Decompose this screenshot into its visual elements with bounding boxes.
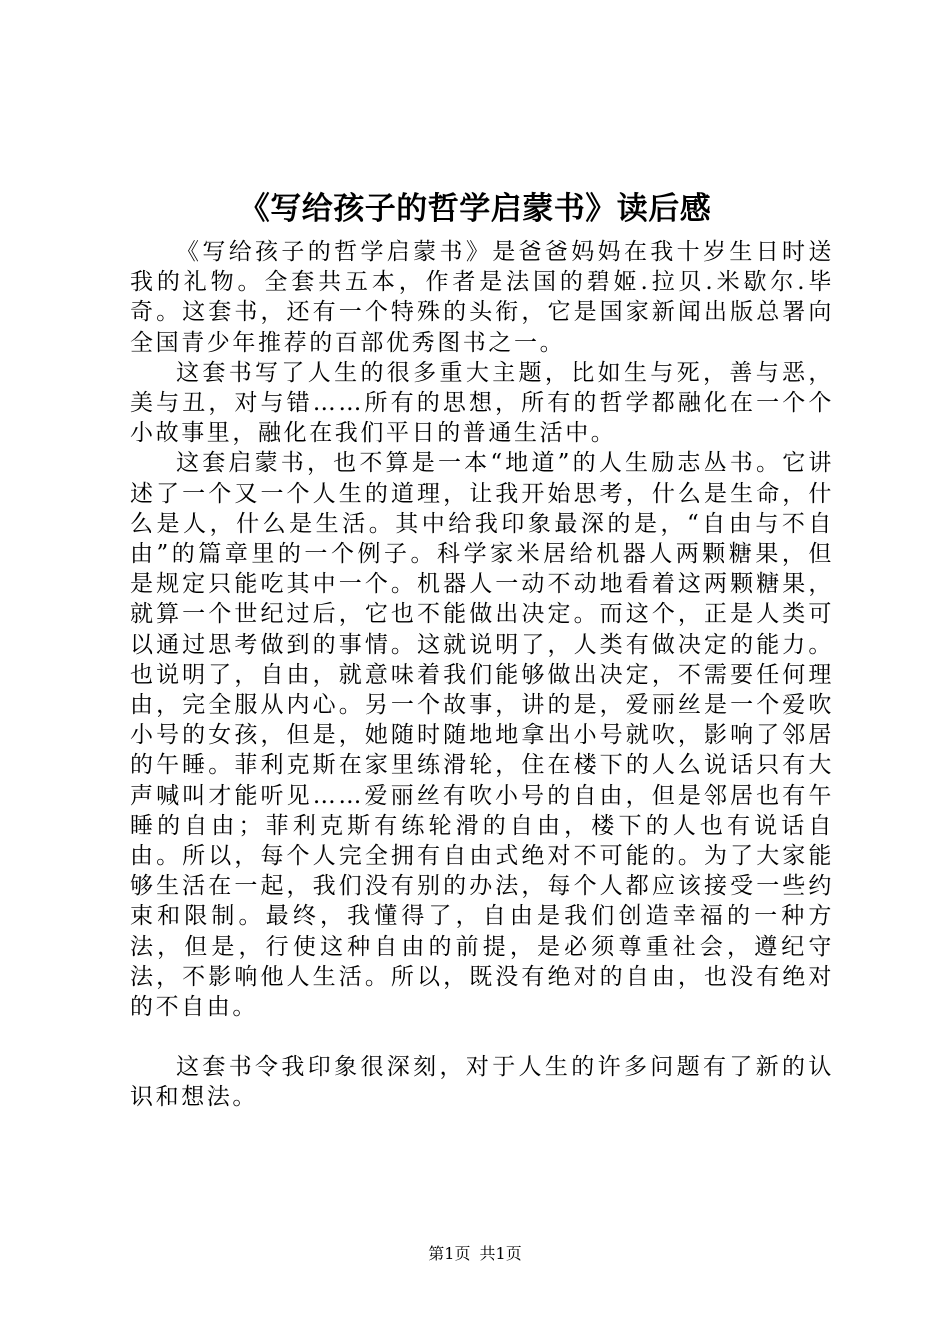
page-total: 共1页 (479, 1244, 522, 1263)
paragraph-2: 这套书写了人生的很多重大主题，比如生与死，善与恶，美与丑，对与错……所有的思想，所有的哲学都融化在一个个小故事里，融化在我们平日的普通生活中。 (130, 359, 834, 447)
paragraph-4: 这套书令我印象很深刻，对于人生的许多问题有了新的认识和想法。 (130, 1054, 834, 1111)
document-title: 《写给孩子的哲学启蒙书》读后感 (238, 191, 712, 227)
page-number: 第1页 (428, 1244, 471, 1263)
document-body (130, 237, 834, 1113)
paragraph-3: 这套启蒙书，也不算是一本“地道”的人生励志丛书。它讲述了一个又一个人生的道理，让我开始思考，什么是生命，什么是人，什么是生活。其中给我印象最深的是，“自由与不自由”的篇章里的一个例子。科学家米居给机器人两颗糖果，但是规定只能吃其中一个。机器人一动不动地看着这两颗糖果，就算一个世纪过后，它也不能做出决定。而这个，正是人类可以通过思考做到的事情。这就说明了，人类有做决定的能力。也说明了，自由，就意味着我们能够做出决定，不需要任何理由，完全服从内心。另一个故事，讲的是，爱丽丝是一个爱吹小号的女孩，但是，她随时随地地拿出小号就吹，影响了邻居的午睡。菲利克斯在家里练滑轮，住在楼下的人么说话只有大声喊叫才能听见……爱丽丝有吹小号的自由，但是邻居也有午睡的自由；菲利克斯有练轮滑的自由，楼下的人也有说话自由。所以，每个人完全拥有自由式绝对不可能的。为了大家能够生活在一起，我们没有别的办法，每个人都应该接受一些约束和限制。最终，我懂得了，自由是我们创造幸福的一种方法，但是，行使这种自由的前提，是必须尊重社会，遵纪守法，不影响他人生活。所以，既没有绝对的自由，也没有绝对的不自由。 (130, 450, 834, 1021)
page-footer (0, 1243, 950, 1265)
paragraph-spacer (130, 1022, 834, 1052)
paragraph-1: 《写给孩子的哲学启蒙书》是爸爸妈妈在我十岁生日时送我的礼物。全套共五本，作者是法国的碧姬.拉贝.米歇尔.毕奇。这套书，还有一个特殊的头衔，它是国家新闻出版总署向全国青少年推荐的百部优秀图书之一。 (130, 239, 834, 356)
